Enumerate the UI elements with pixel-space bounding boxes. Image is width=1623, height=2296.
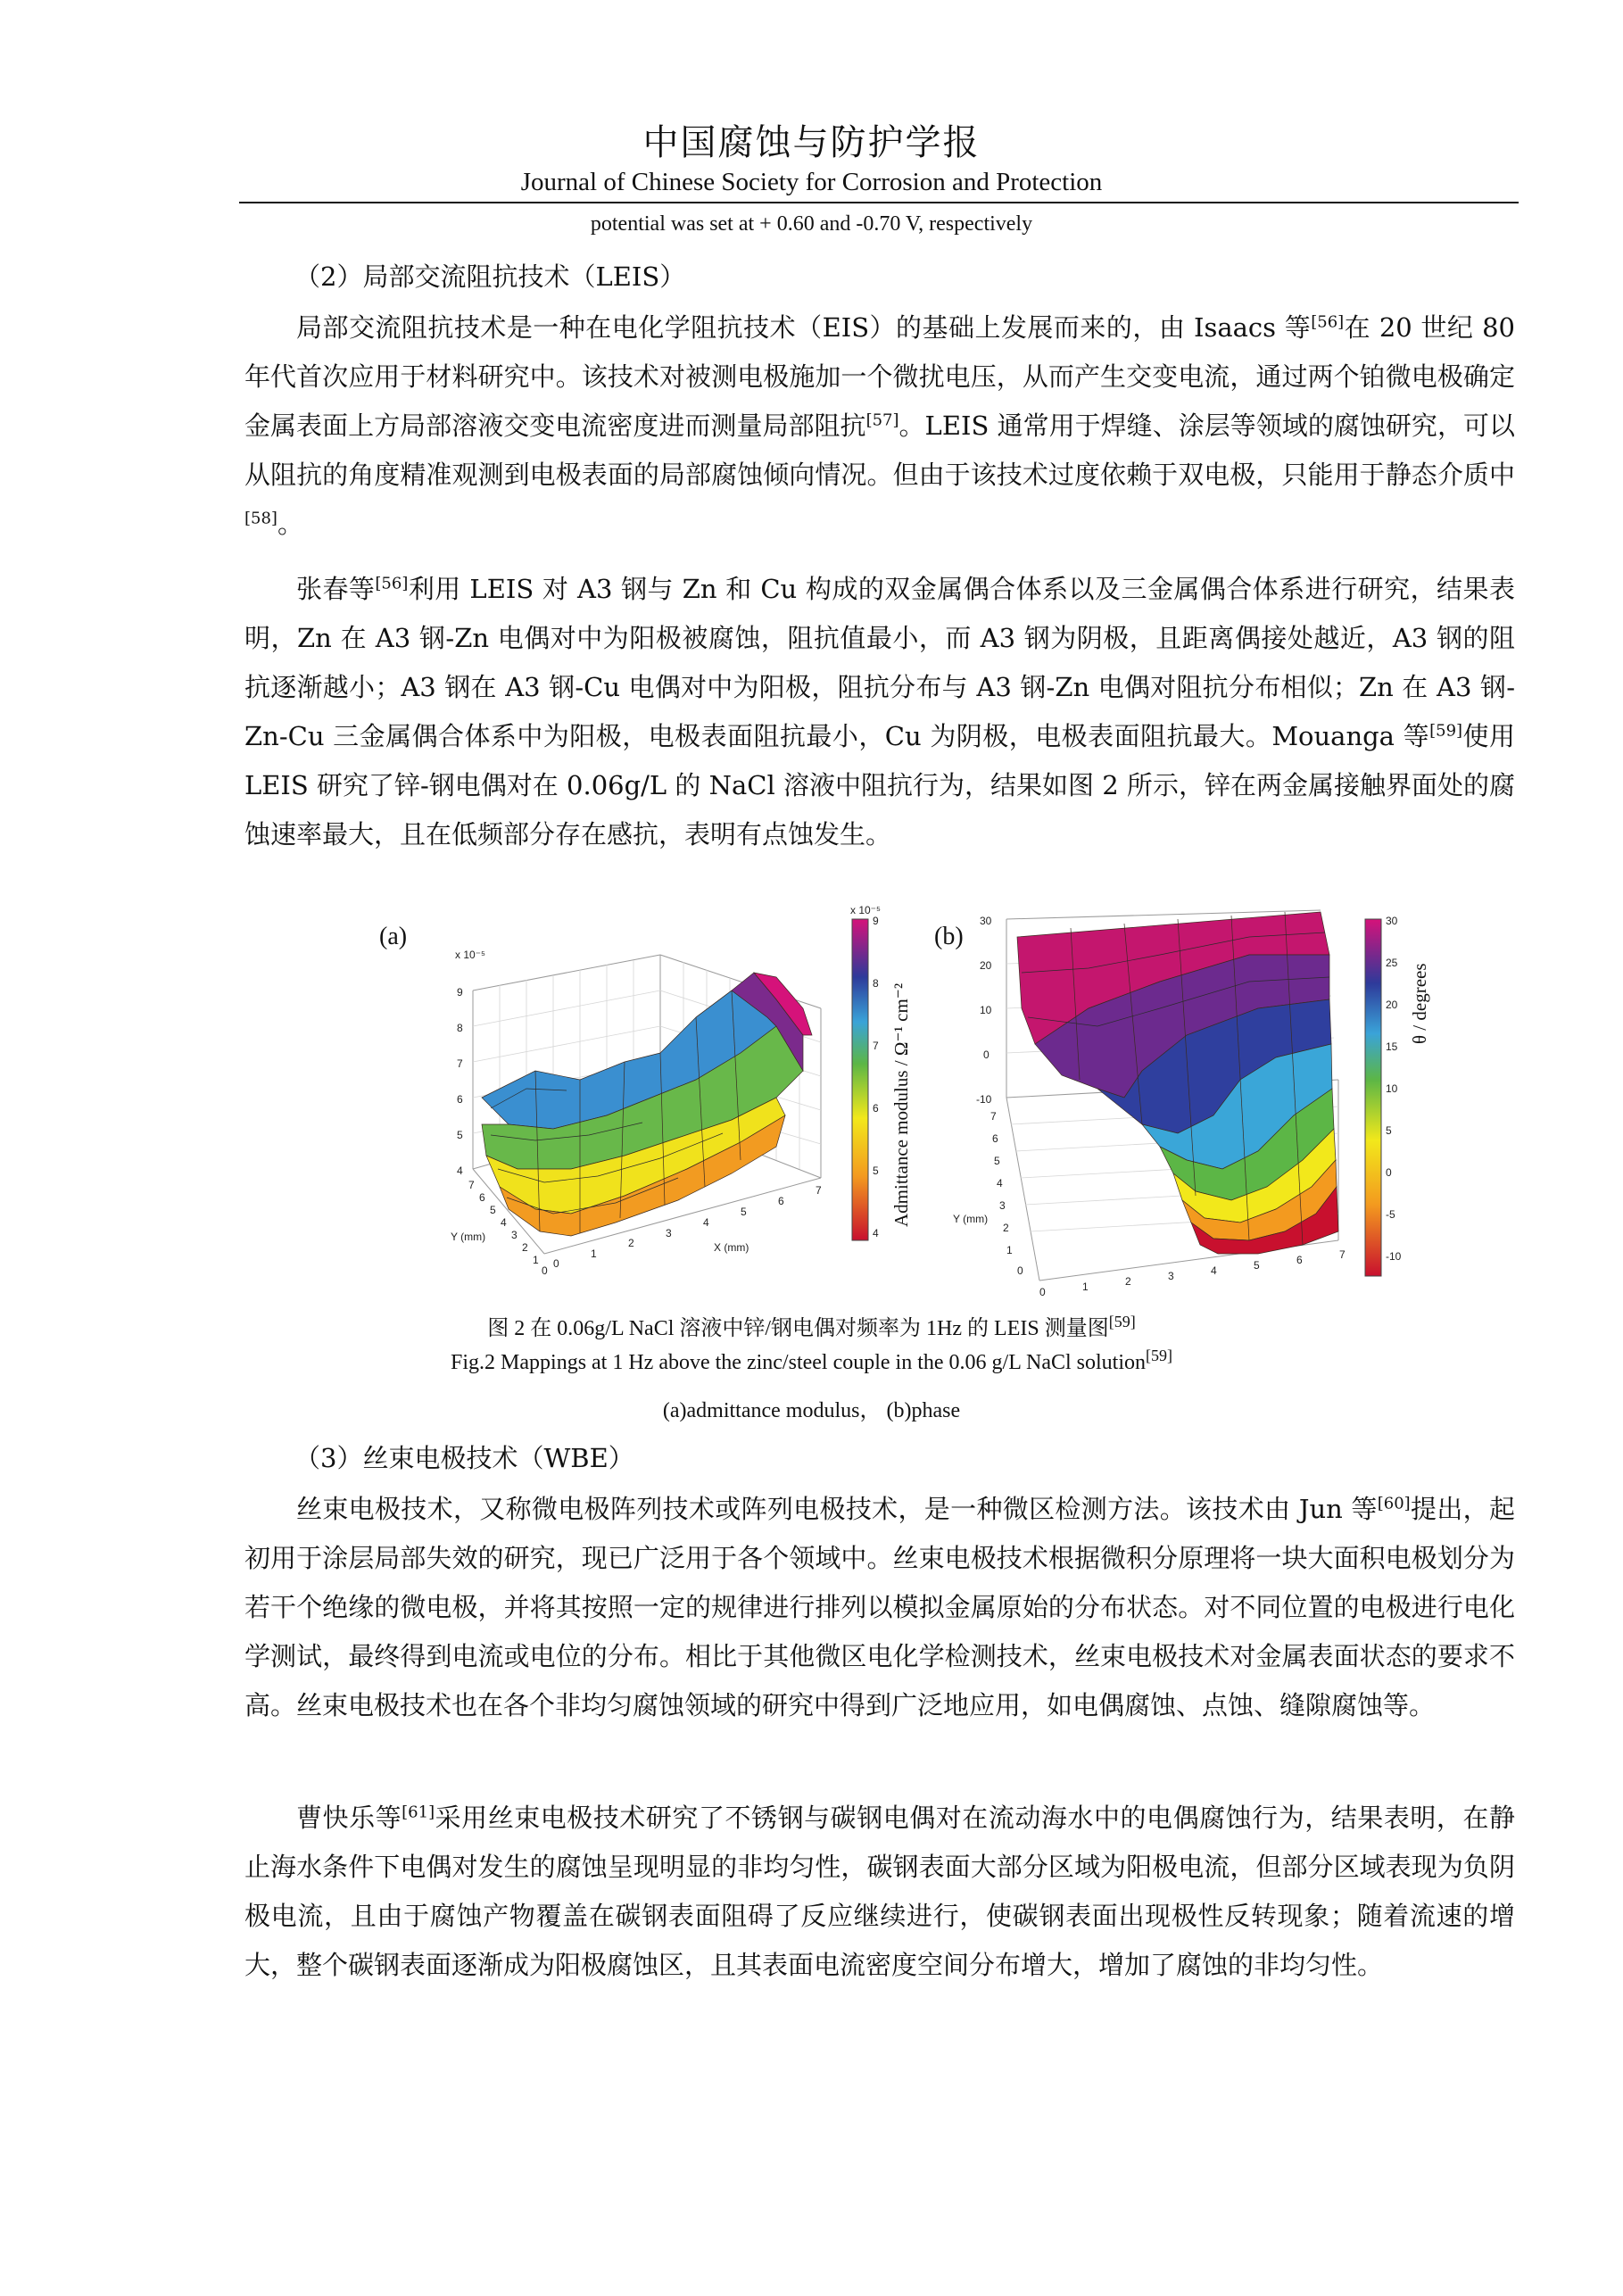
- panel-a-scale-note: x 10⁻⁵: [455, 949, 485, 961]
- panel-a-label: (a): [379, 923, 408, 950]
- panel-a-x-tick: 7: [816, 1184, 822, 1197]
- panel-b-cb-tick: 15: [1386, 1040, 1398, 1053]
- citation: [56]: [1311, 312, 1345, 332]
- panel-b-y-tick: 7: [990, 1110, 997, 1123]
- paragraph-wbe-study: 曹快乐等[61]采用丝束电极技术研究了不锈钢与碳钢电偶对在流动海水中的电偶腐蚀行为，结果表明，在静止海水条件下电偶对发生的腐蚀呈现明显的非均匀性，碳钢表面大部分区域为阳极电流，但部分区域表现为负阴极电流，且由于腐蚀产物覆盖在碳钢表面阻碍了反应继续进行，使碳钢表面出现极性反转现象；随着流速的增大，整个碳钢表面逐渐成为阳极腐蚀区，且其表面电流密度空间分布增大，增加了腐蚀的非均匀性。: [244, 1803, 1515, 1980]
- panel-b-y-tick: 1: [1006, 1244, 1013, 1256]
- panel-b-z-tick: 0: [983, 1049, 990, 1061]
- panel-a-cb-title: Admittance modulus / Ω⁻¹ cm⁻²: [890, 982, 912, 1227]
- figure-caption-en: Fig.2 Mappings at 1 Hz above the zinc/steel couple in the 0.06 g/L NaCl solution[59]: [451, 1347, 1172, 1374]
- panel-b-x-tick: 5: [1254, 1259, 1260, 1272]
- panel-b-z-tick: 30: [980, 915, 992, 927]
- panel-a-y-tick: 7: [468, 1179, 475, 1191]
- panel-a-z-tick: 4: [457, 1165, 463, 1177]
- panel-b-y-tick: 5: [994, 1155, 1000, 1167]
- panel-a-z-tick: 8: [457, 1022, 463, 1034]
- panel-a-cb-tick: 7: [873, 1040, 879, 1052]
- panel-a-cb-tick: 5: [873, 1165, 879, 1177]
- panel-b-z-tick: 10: [980, 1004, 992, 1016]
- panel-b-x-tick: 3: [1168, 1270, 1174, 1282]
- journal-title-en: Journal of Chinese Society for Corrosion and Protection: [520, 168, 1103, 196]
- panel-a-z-tick: 5: [457, 1129, 463, 1141]
- panel-b-cb-tick: -10: [1386, 1250, 1402, 1263]
- panel-b-x-tick: 6: [1296, 1254, 1303, 1266]
- panel-b-cb-tick: 25: [1386, 957, 1398, 969]
- section-heading-leis: （2）局部交流阻抗技术（LEIS）: [294, 261, 686, 292]
- panel-a-x-tick: 5: [741, 1206, 747, 1218]
- panel-b-cb-tick: 0: [1386, 1166, 1392, 1179]
- panel-a-cb-tick: 8: [873, 977, 879, 990]
- panel-a-surface: [482, 973, 812, 1236]
- panel-a-x-label: X (mm): [714, 1241, 749, 1254]
- panel-a-x-tick: 0: [553, 1257, 559, 1270]
- panel-b-cb-title: θ / degrees: [1409, 963, 1430, 1044]
- panel-a-y-tick: 2: [522, 1241, 528, 1254]
- citation: [60]: [1377, 1494, 1411, 1513]
- panel-b-cb-tick: 10: [1386, 1082, 1398, 1095]
- panel-a-y-tick: 1: [533, 1254, 539, 1266]
- panel-b-y-tick: 2: [1003, 1222, 1009, 1234]
- panel-a-z-tick: 6: [457, 1093, 463, 1106]
- panel-a-cb-tick: 9: [873, 915, 879, 927]
- paragraph-leis-intro: 局部交流阻抗技术是一种在电化学阻抗技术（EIS）的基础上发展而来的，由 Isaacs 等[56]在 20 世纪 80 年代首次应用于材料研究中。该技术对被测电极施加一个微扰电压，从而产生交变电流，通过两个铂微电极确定金属表面上方局部溶液交变电流密度进而测量局部阻抗[57]。LEIS 通常用于焊缝、涂层等领域的腐蚀研究，可以从阻抗的角度精准观测到电极表面的局部腐蚀倾向情况。但由于该技术过度依赖于双电极，只能用于静态介质中[58]。: [244, 312, 1515, 539]
- panel-b-colorbar: [1365, 919, 1381, 1276]
- header-rule: [239, 202, 1519, 203]
- paragraph-leis-studies: 张春等[56]利用 LEIS 对 A3 钢与 Zn 和 Cu 构成的双金属偶合体系以及三金属偶合体系进行研究，结果表明，Zn 在 A3 钢-Zn 电偶对中为阳极被腐蚀，阻抗值最小，而 A3 钢为阴极，且距离偶接处越近，A3 钢的阻抗逐渐越小；A3 钢在 A3 钢-Cu 电偶对中为阳极，阻抗分布与 A3 钢-Zn 电偶对阻抗分布相似；Zn 在 A3 钢-Zn-Cu 三金属偶合体系中为阳极，电极表面阻抗最小，Cu 为阴极，电极表面阻抗最大。Mouanga 等[59]使用 LEIS 研究了锌-钢电偶对在 0.06g/L 的 NaCl 溶液中阻抗行为，结果如图 2 所示，锌在两金属接触界面处的腐蚀速率最大，且在低频部分存在感抗，表明有点蚀发生。: [244, 574, 1515, 850]
- panel-a-cb-tick: 4: [873, 1227, 879, 1239]
- figure-2-svg: [357, 901, 1428, 1312]
- figure-2: [357, 901, 1428, 1312]
- panel-a-y-label: Y (mm): [451, 1231, 486, 1243]
- panel-b-x-tick: 2: [1125, 1275, 1131, 1288]
- continued-caption-fragment: potential was set at + 0.60 and -0.70 V, respectively: [590, 212, 1033, 236]
- panel-a-x-tick: 2: [628, 1237, 634, 1249]
- panel-b-cb-tick: 20: [1386, 999, 1398, 1011]
- panel-a-cb-scale-note: x 10⁻⁵: [850, 904, 881, 916]
- citation: [57]: [865, 410, 899, 430]
- panel-b-y-tick: 4: [997, 1177, 1003, 1189]
- panel-a-y-tick: 6: [479, 1191, 485, 1204]
- panel-a-y-tick: 4: [501, 1216, 507, 1229]
- figure-caption-cn: 图 2 在 0.06g/L NaCl 溶液中锌/钢电偶对频率为 1Hz 的 LEIS 测量图[59]: [487, 1313, 1136, 1340]
- citation: [58]: [244, 509, 277, 528]
- panel-a-x-tick: 6: [778, 1195, 784, 1207]
- panel-b-y-tick: 3: [999, 1199, 1006, 1212]
- panel-a-y-tick: 5: [490, 1204, 496, 1216]
- panel-a-z-tick: 7: [457, 1057, 463, 1070]
- panel-a-x-tick: 1: [591, 1247, 597, 1260]
- journal-title-cn: 中国腐蚀与防护学报: [642, 122, 981, 163]
- panel-b-y-tick: 6: [992, 1132, 998, 1145]
- panel-a-y-tick: 3: [511, 1229, 518, 1241]
- paragraph-wbe-intro: 丝束电极技术，又称微电极阵列技术或阵列电极技术，是一种微区检测方法。该技术由 Jun 等[60]提出，起初用于涂层局部失效的研究，现已广泛用于各个领域中。丝束电极技术根据微积分原理将一块大面积电极划分为若干个绝缘的微电极，并将其按照一定的规律进行排列以模拟金属原始的分布状态。对不同位置的电极进行电化学测试，最终得到电流或电位的分布。相比于其他微区电化学检测技术，丝束电极技术对金属表面状态的要求不高。丝束电极技术也在各个非均匀腐蚀领域的研究中得到广泛地应用，如电偶腐蚀、点蚀、缝隙腐蚀等。: [244, 1494, 1515, 1720]
- section-heading-wbe: （3）丝束电极技术（WBE）: [294, 1443, 634, 1473]
- panel-b-cb-tick: -5: [1386, 1208, 1395, 1221]
- panel-b-z-tick: 20: [980, 959, 992, 972]
- panel-a-x-tick: 4: [703, 1216, 709, 1229]
- panel-b-x-tick: 4: [1211, 1264, 1217, 1277]
- panel-a-colorbar: [852, 919, 868, 1240]
- panel-b-z-tick: -10: [976, 1093, 992, 1106]
- citation: [61]: [402, 1803, 435, 1822]
- citation: [59]: [1108, 1313, 1136, 1330]
- panel-a-y-tick: 0: [542, 1264, 548, 1277]
- panel-b-y-label: Y (mm): [953, 1213, 989, 1225]
- panel-b-x-tick: 7: [1339, 1248, 1346, 1261]
- panel-b-y-tick: 0: [1017, 1264, 1023, 1277]
- citation: [59]: [1145, 1347, 1172, 1364]
- panel-b-label: (b): [934, 923, 964, 950]
- panel-b-x-tick: 0: [1039, 1286, 1046, 1298]
- panel-a-z-tick: 9: [457, 986, 463, 999]
- citation: [56]: [375, 574, 409, 593]
- figure-caption-sub: (a)admittance modulus， (b)phase: [662, 1399, 961, 1422]
- panel-a-x-tick: 3: [666, 1227, 672, 1239]
- panel-b-cb-tick: 5: [1386, 1124, 1392, 1137]
- panel-b-x-tick: 1: [1082, 1281, 1089, 1293]
- panel-b-cb-tick: 30: [1386, 915, 1398, 927]
- panel-a-cb-tick: 6: [873, 1102, 879, 1115]
- citation: [59]: [1429, 721, 1463, 741]
